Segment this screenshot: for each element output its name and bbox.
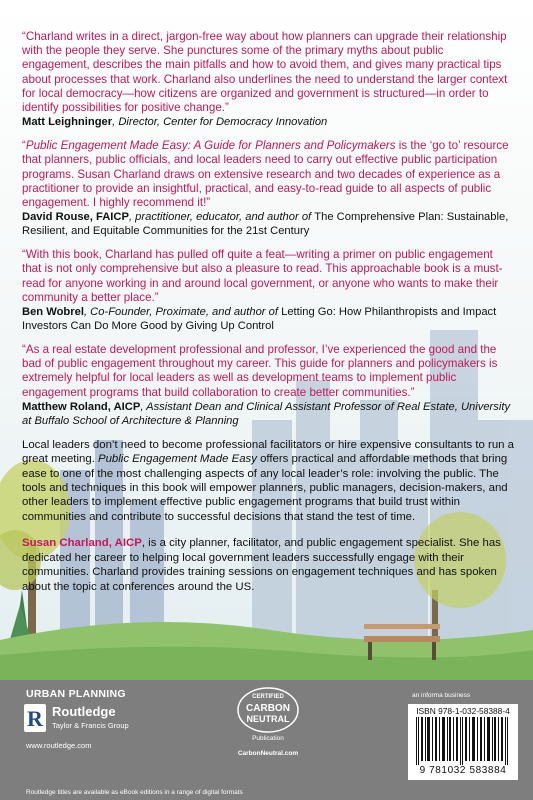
isbn-number: ISBN 978-1-032-58388-4 [416,706,510,716]
carbon-publication-label: Publication [252,735,284,742]
endorsement-quote [22,139,514,210]
endorsement-attribution [22,115,514,129]
endorsement-2 [22,139,514,238]
endorsement-attribution [22,305,514,333]
carbon-label: CARBON [246,703,290,714]
endorser-name: David Rouse, FAICP [22,211,129,224]
carbon-neutral-badge [228,684,308,756]
endorser-name: Ben Wobrel [22,306,84,319]
endorsement-quote: “Charland writes in a direct, jargon-free way about how planners can upgrade their relationship with the people they serve. She punctures some of the primary myths about public engagement, describes the main pitfalls and how to avoid them, and gives many practical tips about processes that work. Charland also underlines the need to understand the larger context for local democracy—how citizens are organized and government is structured—in order to identify possibilities for positive change.” [22,30,508,115]
endorsement-attribution [22,400,514,428]
endorser-name: Matthew Roland, AICP [22,400,141,413]
description-text: offers practical and affordable methods that bring ease to one of the most challenging aspects of any local leader’s role: involving the public. The tools and techniques in this book will empower planners, public managers, decision-makers, and other leaders to implement effective public engagement programs that build trust within communities and contribute to successful decisions that stand the test of time. [22,453,508,523]
neutral-label: NEUTRAL [246,714,290,724]
publisher-group: Taylor & Francis Group [52,721,129,730]
endorser-role: , Assistant Dean and Clinical Assistant Professor of Real Estate, University at Buffalo School of Architecture & Planning [22,400,511,427]
endorsement-4 [22,343,514,428]
endorser-name: Matt Leighninger [22,116,113,129]
author-bio-text: , is a city planner, facilitator, and public engagement specialist. She has dedicated her career to helping local government leaders successfully engage with their communities. Charland provides training sessions on engagement techniques and has spoken about the topic at conferences around the US. [22,537,501,593]
publisher-name: Routledge [52,704,116,719]
carbon-neutral-icon [228,684,308,736]
barcode-number: 9 781032 583884 [419,765,507,776]
endorser-role: , Co-Founder, Proximate, and author of [83,306,282,319]
publisher-band [0,680,533,800]
endorser-book: The Comprehensive Plan: Sustainable, Resilient, and Equitable Communities for the 21st Century [22,211,509,238]
endorsement-3 [22,248,514,333]
publisher-url: www.routledge.com [26,741,92,750]
informa-label: an informa business [412,692,471,699]
endorser-role: , practitioner, educator, and author of [128,211,315,224]
text-panel [22,30,514,594]
endorsement-quote: “With this book, Charland has pulled off quite a feat—writing a primer on public engagement that is not only comprehensive but also a pleasure to read. This approachable book is a must-read for anyone working in and around local government, or anyone who wants to make their community a better place.” [22,248,503,304]
description-text: Local leaders don’t need to become professional facilitators or hire expensive consultants to run a great meeting. [22,438,514,466]
endorser-book: Letting Go: How Philanthropists and Impact Investors Can Do More Good by Giving Up Control [22,306,497,333]
book-title-reference: Public Engagement Made Easy [97,453,257,466]
book-description [22,438,514,524]
endorser-role: , Director, Center for Democracy Innovation [112,116,328,129]
quote-open-mark: “ [22,139,26,153]
book-title-reference: Public Engagement Made Easy: A Guide for Planners and Policymakers [25,139,396,153]
endorsement-1 [22,30,514,129]
subject-category: URBAN PLANNING [26,688,126,700]
author-name: Susan Charland, AICP [22,537,142,550]
carbon-certified-label: CERTIFIED [252,694,284,700]
endorsement-attribution [22,210,514,238]
isbn-barcode-box [408,704,518,780]
quote-text: is the ‘go to’ resource that planners, public officials, and local leaders need to carry out effective public participation programs. Susan Charland draws on extensive research and two decades of experience as a practitioner to provide an insightful, practical, and easy-to-read guide to all aspects of public engagement. I highly recommend it!” [22,139,509,210]
author-bio [22,536,514,594]
endorsement-quote: “As a real estate development professional and professor, I’ve experienced the good and the bad of public engagement throughout my career. This guide for planners and policymakers is extremely helpful for local leaders as well as development teams to implement public engagement programs that build collaboration to create better communities.” [22,343,498,399]
routledge-logo-letter: R [27,706,43,731]
barcode-icon [414,717,512,765]
ebook-note: Routledge titles are available as eBook editions in a range of digital formats [26,789,243,796]
carbon-url: CarbonNeutral.com [237,750,299,757]
publisher-logo [24,704,144,734]
